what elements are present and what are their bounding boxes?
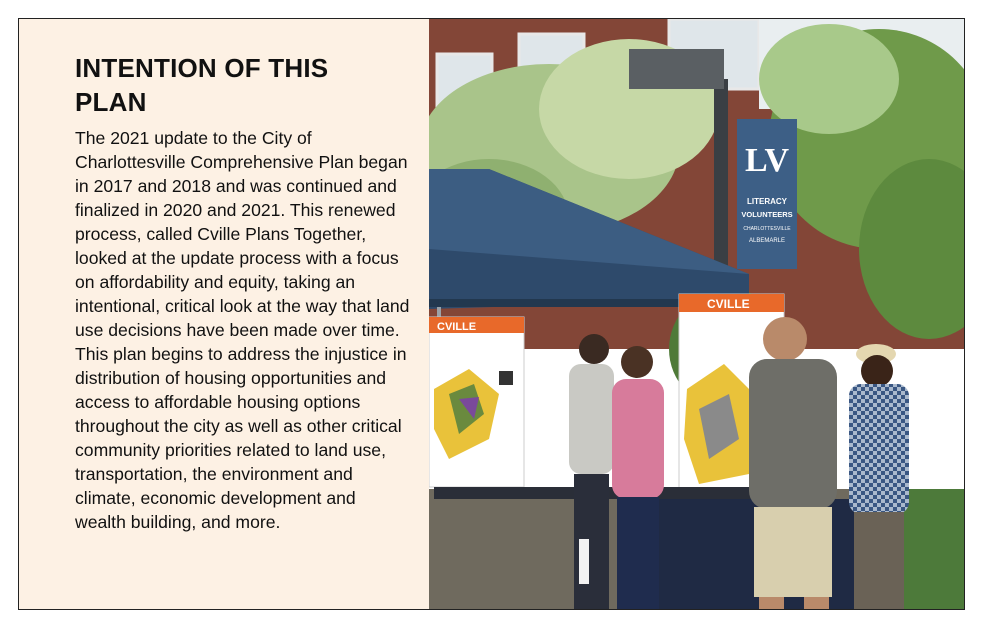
poster-brand: CVILLE (437, 321, 477, 333)
poster-left (429, 317, 524, 487)
sign-logo: LV (744, 142, 790, 179)
sign-line: ALBEMARLE (748, 238, 786, 244)
sign-line: VOLUNTEERS (741, 210, 793, 219)
community-event-photo (429, 19, 965, 610)
text-panel (19, 19, 429, 609)
section-body: The 2021 update to the City of Charlottesville Comprehensive Plan began in 2017 and 2018 and was continued and finalized in 2020 and 2021. This renewed process, called Cville Plans Together, looked at the update process with a focus on affordability and equity, taking an intentional, critical look at the way that land use decisions have been made over time. This plan begins to address the injustice in distribution of housing opportunities and access to affordable housing options throughout the city as well as other critical community priorities related to land use, transportation, the environment and climate, economic development and wealth building, and more. (75, 128, 410, 532)
sign-line: LITERACY (747, 197, 787, 206)
sign-line: CHARLOTTESVILLE (743, 226, 791, 232)
section-heading: INTENTION OF THIS PLAN (75, 53, 329, 117)
person (569, 334, 614, 610)
person (849, 344, 909, 610)
page-frame (18, 18, 965, 610)
photo-illustration (429, 19, 965, 610)
literacy-volunteers-sign (737, 119, 797, 269)
street-lamp (629, 49, 724, 89)
poster-brand: CVILLE (707, 297, 750, 311)
person (749, 317, 837, 610)
